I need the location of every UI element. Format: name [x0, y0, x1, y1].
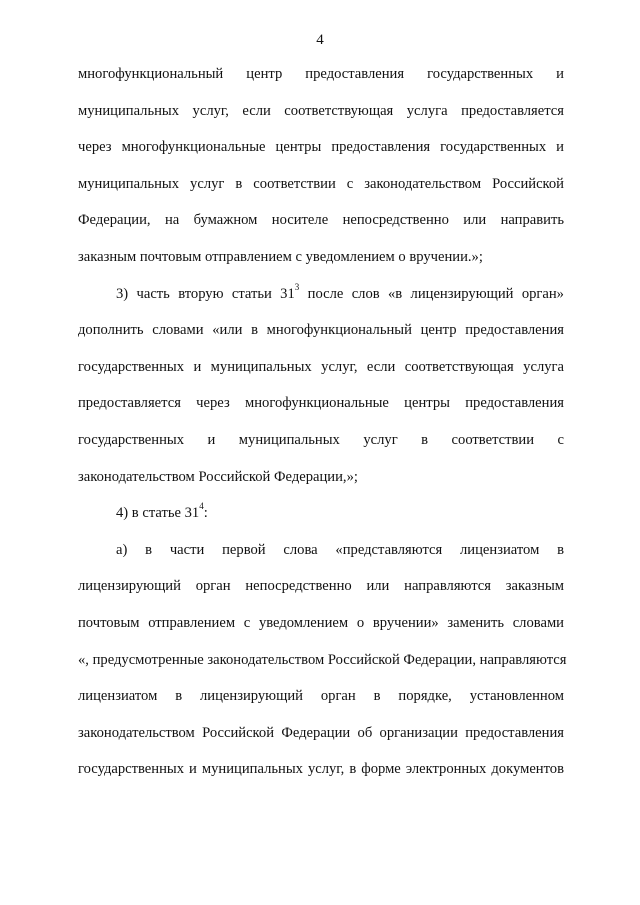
text-line: муниципальных услуг в соответствии с законодательством Российской: [78, 175, 564, 192]
text-line: «, предусмотренные законодательством Российской Федерации, направляются: [78, 651, 567, 668]
text-fragment: :: [203, 505, 208, 522]
text-line: заказным почтовым отправлением с уведомлением о вручении.»;: [78, 248, 483, 265]
paragraph-subitem-a: [78, 532, 567, 788]
text-line: муниципальных услуг, если соответствующая услуга предоставляется: [78, 102, 564, 119]
text-line: через многофункциональные центры предоставления государственных и: [78, 139, 564, 156]
text-line: законодательством Российской Федерации,»;: [78, 468, 358, 485]
text-line: [78, 276, 564, 313]
text-line: Федерации, на бумажном носителе непосредственно или направить: [78, 212, 564, 229]
page-number: 4: [316, 32, 324, 48]
text-line: многофункциональный центр предоставления государственных и: [78, 66, 564, 82]
text-line: почтовым отправлением с уведомлением о вручении» заменить словами: [78, 614, 564, 631]
text-line: а) в части первой слова «представляются лицензиатом в: [116, 541, 564, 558]
text-line: государственных и муниципальных услуг, в форме электронных документов: [78, 761, 564, 778]
paragraph-continuation: [78, 56, 564, 276]
text-line: государственных и муниципальных услуг в соответствии с: [78, 431, 564, 448]
text-line: государственных и муниципальных услуг, если соответствующая услуга: [78, 358, 564, 375]
paragraph-item-3: [78, 276, 564, 496]
paragraph-item-4: [78, 495, 564, 532]
superscript: 3: [294, 281, 300, 292]
text-fragment: после слов «в лицензирующий орган»: [299, 285, 564, 302]
text-line: [78, 495, 564, 532]
text-line: дополнить словами «или в многофункциональный центр предоставления: [78, 322, 564, 339]
text-line: лицензиатом в лицензирующий орган в порядке, установленном: [78, 688, 564, 705]
text-line: законодательством Российской Федерации об организации предоставления: [78, 724, 564, 741]
document-body: [78, 56, 567, 788]
text-line: предоставляется через многофункциональные центры предоставления: [78, 395, 564, 412]
superscript: 4: [199, 501, 204, 512]
text-line: лицензирующий орган непосредственно или направляются заказным: [78, 578, 564, 595]
text-fragment: 3) часть вторую статьи 31: [116, 285, 295, 302]
text-fragment: 4) в статье 31: [116, 505, 200, 522]
